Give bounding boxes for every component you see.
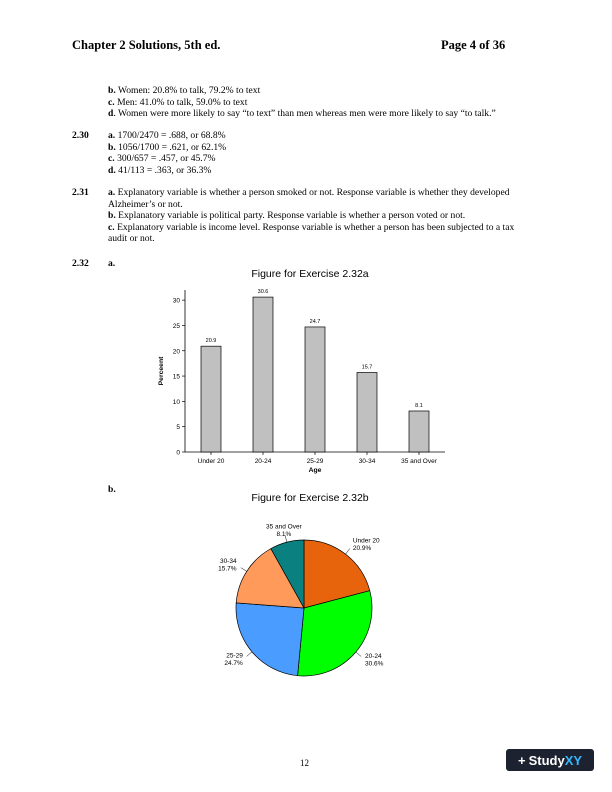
x-tick-label: Under 20 [197, 458, 225, 465]
slice-percent: 24.7% [224, 660, 243, 668]
top-list [108, 85, 496, 120]
x-tick-label: 30-34 [358, 458, 376, 465]
slice-percent: 8.1% [276, 531, 292, 539]
y-tick-label: 20 [172, 348, 180, 356]
item-text: Women: 20.8% to talk, 79.2% to text [115, 85, 261, 96]
pie-slice [236, 603, 304, 676]
y-tick-label: 5 [176, 424, 180, 432]
slice-label [353, 538, 380, 553]
exercise-number-2-30: 2.30 [72, 130, 89, 141]
pie-chart-title: Figure for Exercise 2.32b [251, 492, 369, 504]
slice-percent: 15.7% [218, 565, 237, 573]
list-item [108, 153, 226, 165]
y-axis-label: Perceent [158, 356, 165, 386]
part-a-label: a. [108, 258, 116, 269]
slice-leader-line [241, 568, 247, 572]
slice-leader-line [356, 652, 361, 657]
chapter-title: Chapter 2 Solutions, 5th ed. [72, 38, 221, 52]
list-item [108, 108, 496, 120]
list-item [108, 210, 548, 222]
brand-text: Study [528, 752, 565, 768]
list-item [108, 142, 226, 154]
bar-value-label: 20.9 [205, 338, 217, 345]
x-axis-label: Age [308, 467, 322, 474]
slice-label [266, 524, 303, 539]
item-continuation: Alzheimer’s or not. [108, 198, 183, 210]
pie-chart [200, 518, 420, 688]
exercise-2-31-answers [108, 187, 548, 245]
exercise-number-2-32: 2.32 [72, 258, 89, 269]
item-text: 41/113 = .363, or 36.3% [115, 164, 212, 176]
plus-icon: + [517, 752, 526, 768]
item-text: Explanatory variable is whether a person smoked or not. Response variable is whether they developed [115, 187, 510, 198]
bar-value-label: 24.7 [309, 318, 321, 325]
bar [357, 373, 377, 452]
x-tick-label: 20-24 [254, 458, 272, 465]
x-tick-label: 25-29 [306, 458, 324, 465]
item-text: 1700/2470 = .688, or 68.8% [115, 130, 226, 141]
item-prefix: a. [108, 187, 116, 198]
item-prefix: c. [108, 96, 115, 108]
bar-chart-title: Figure for Exercise 2.32a [251, 268, 369, 280]
slice-category: 25-29 [226, 652, 243, 660]
y-tick-label: 0 [176, 449, 180, 457]
item-text: 300/657 = .457, or 45.7% [114, 153, 216, 164]
item-prefix: c. [108, 221, 115, 233]
item-text: Explanatory variable is income level. Response variable is whether a person has been subjected to a tax [114, 221, 515, 233]
item-continuation: audit or not. [108, 233, 155, 244]
slice-percent: 20.9% [352, 545, 372, 553]
list-item [108, 85, 496, 97]
item-prefix: a. [108, 130, 116, 141]
slice-category: 30-34 [219, 557, 237, 565]
item-prefix: b. [108, 210, 116, 221]
page-indicator: Page 4 of 36 [441, 38, 506, 52]
slice-label [365, 653, 384, 668]
list-item [108, 130, 226, 142]
bar-chart [150, 282, 460, 477]
y-tick-label: 30 [172, 297, 180, 305]
brand-accent: XY [564, 752, 583, 768]
item-prefix: b. [108, 85, 116, 96]
exercise-2-30-answers [108, 130, 226, 176]
list-item [108, 222, 548, 234]
slice-leader-line [247, 652, 252, 657]
slice-label [218, 558, 237, 573]
bar-value-label: 15.7 [361, 364, 373, 371]
bar [409, 411, 429, 452]
slice-label [224, 653, 243, 668]
bar-value-label: 30.6 [257, 289, 269, 296]
studyxy-badge[interactable] [506, 749, 594, 771]
item-text: Men: 41.0% to talk, 59.0% to text [114, 96, 248, 108]
y-tick-label: 10 [172, 398, 180, 406]
bar [305, 327, 325, 452]
x-tick-label: 35 and Over [401, 458, 437, 465]
item-prefix: c. [108, 153, 115, 164]
page-number: 12 [300, 758, 309, 768]
bar-value-label: 8.1 [415, 402, 423, 409]
brand-name [529, 753, 582, 768]
item-text: Explanatory variable is political party. Response variable is whether a person voted or not. [115, 210, 466, 221]
slice-category: Under 20 [352, 537, 380, 545]
part-b-label: b. [108, 484, 116, 495]
list-item [108, 187, 548, 199]
item-text: . Women were more likely to say “to text” than men whereas men were more likely to say “to talk.” [113, 108, 496, 119]
bar [201, 346, 221, 452]
list-item [108, 165, 226, 177]
item-prefix: d. [108, 164, 116, 176]
item-text: 1056/1700 = .621, or 62.1% [115, 141, 227, 153]
y-tick-label: 15 [172, 373, 180, 381]
slice-leader-line [346, 549, 350, 555]
list-item [108, 97, 496, 109]
item-prefix: d [108, 108, 114, 119]
item-prefix: b. [108, 141, 116, 153]
slice-category: 20-24 [364, 652, 382, 660]
bar [253, 297, 273, 452]
slice-percent: 30.6% [364, 660, 384, 668]
exercise-number-2-31: 2.31 [72, 187, 89, 198]
slice-category: 35 and Over [265, 523, 302, 531]
y-tick-label: 25 [172, 322, 180, 330]
